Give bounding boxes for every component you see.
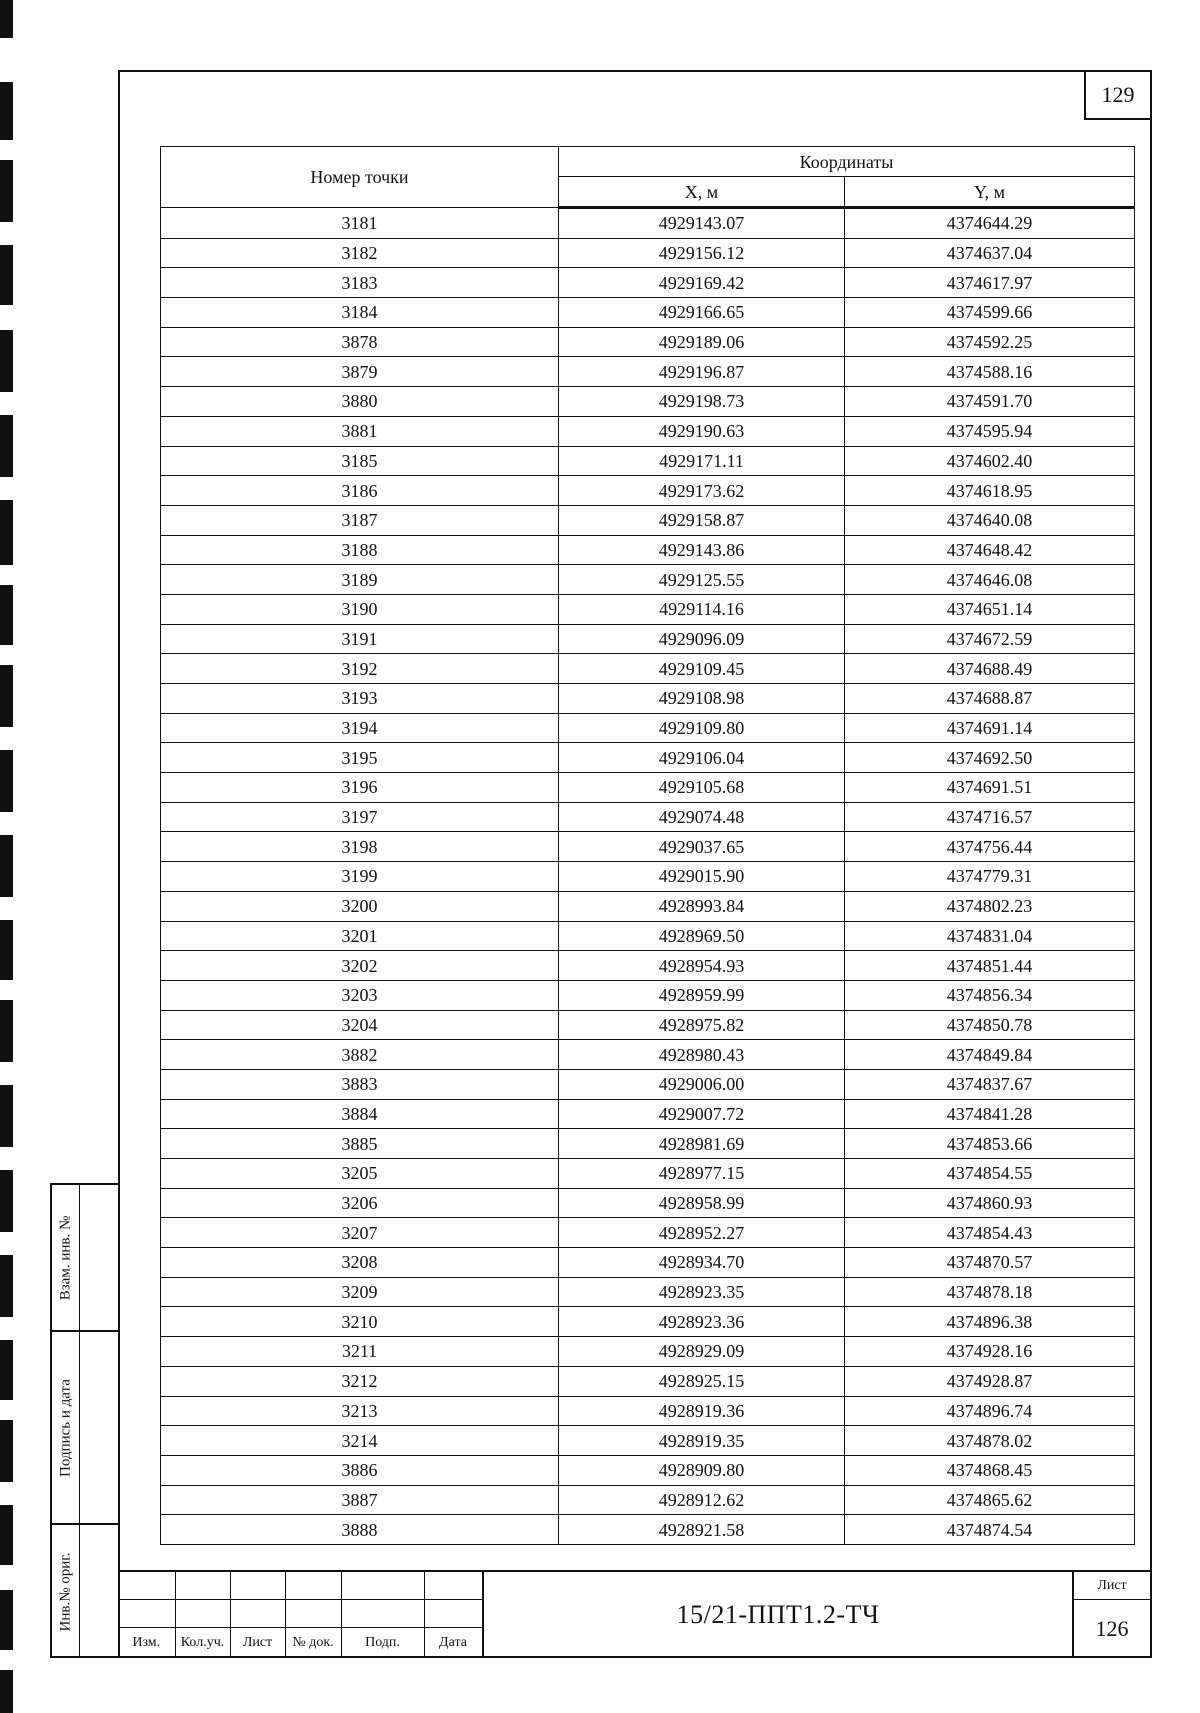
x-coordinate-cell: 4928925.15 — [559, 1366, 845, 1396]
point-number-cell: 3197 — [161, 802, 559, 832]
table-row — [161, 238, 1135, 268]
table-row — [161, 980, 1135, 1010]
point-number-cell: 3883 — [161, 1069, 559, 1099]
table-row — [161, 891, 1135, 921]
x-coordinate-cell: 4929166.65 — [559, 298, 845, 328]
table-row — [161, 1129, 1135, 1159]
table-row — [161, 654, 1135, 684]
y-coordinate-cell: 4374602.40 — [845, 446, 1135, 476]
y-coordinate-cell: 4374640.08 — [845, 505, 1135, 535]
x-coordinate-cell: 4928959.99 — [559, 980, 845, 1010]
table-row — [161, 446, 1135, 476]
binder-mark — [0, 1255, 13, 1317]
point-number-cell: 3211 — [161, 1337, 559, 1367]
y-coordinate-cell: 4374644.29 — [845, 208, 1135, 239]
y-coordinate-cell: 4374651.14 — [845, 594, 1135, 624]
point-number-cell: 3881 — [161, 416, 559, 446]
y-coordinate-cell: 4374851.44 — [845, 951, 1135, 981]
y-coordinate-cell: 4374691.51 — [845, 773, 1135, 803]
y-coordinate-cell: 4374854.55 — [845, 1159, 1135, 1189]
table-row — [161, 684, 1135, 714]
y-coordinate-cell: 4374688.49 — [845, 654, 1135, 684]
binder-mark — [0, 1670, 13, 1713]
y-coordinate-cell: 4374868.45 — [845, 1455, 1135, 1485]
stamp-cell-replacement-inv — [52, 1185, 118, 1332]
y-coordinate-cell: 4374878.18 — [845, 1277, 1135, 1307]
point-number-cell: 3206 — [161, 1188, 559, 1218]
table-row — [161, 208, 1135, 239]
table-row — [161, 802, 1135, 832]
binder-mark — [0, 415, 13, 477]
sheet-label: Лист — [1074, 1572, 1150, 1600]
table-row — [161, 387, 1135, 417]
x-coordinate-cell: 4928929.09 — [559, 1337, 845, 1367]
table-row — [161, 357, 1135, 387]
point-number-cell: 3192 — [161, 654, 559, 684]
point-number-cell: 3209 — [161, 1277, 559, 1307]
binder-mark — [0, 1170, 13, 1232]
y-coordinate-cell: 4374692.50 — [845, 743, 1135, 773]
x-coordinate-cell: 4928909.80 — [559, 1455, 845, 1485]
table-row — [161, 624, 1135, 654]
x-coordinate-cell: 4929169.42 — [559, 268, 845, 298]
x-coordinate-cell: 4928923.35 — [559, 1277, 845, 1307]
table-row — [161, 1396, 1135, 1426]
x-coordinate-cell: 4929108.98 — [559, 684, 845, 714]
x-coordinate-cell: 4929105.68 — [559, 773, 845, 803]
point-number-cell: 3207 — [161, 1218, 559, 1248]
point-number-cell: 3203 — [161, 980, 559, 1010]
table-row — [161, 565, 1135, 595]
y-coordinate-cell: 4374896.74 — [845, 1396, 1135, 1426]
y-coordinate-cell: 4374928.87 — [845, 1366, 1135, 1396]
y-coordinate-cell: 4374870.57 — [845, 1248, 1135, 1278]
x-coordinate-cell: 4929173.62 — [559, 476, 845, 506]
header-x: X, м — [559, 177, 845, 208]
point-number-cell: 3182 — [161, 238, 559, 268]
point-number-cell: 3887 — [161, 1485, 559, 1515]
sheet-box — [1072, 1572, 1150, 1658]
x-coordinate-cell: 4928921.58 — [559, 1515, 845, 1545]
point-number-cell: 3200 — [161, 891, 559, 921]
x-coordinate-cell: 4929109.80 — [559, 713, 845, 743]
point-number-cell: 3195 — [161, 743, 559, 773]
x-coordinate-cell: 4929015.90 — [559, 862, 845, 892]
document-code: 15/21-ППТ1.2-ТЧ — [676, 1600, 880, 1629]
table-row — [161, 862, 1135, 892]
point-number-cell: 3181 — [161, 208, 559, 239]
revision-grid — [118, 1572, 483, 1658]
binder-mark — [0, 82, 13, 140]
table-row — [161, 743, 1135, 773]
x-coordinate-cell: 4929171.11 — [559, 446, 845, 476]
x-coordinate-cell: 4929196.87 — [559, 357, 845, 387]
binder-mark — [0, 1000, 13, 1062]
y-coordinate-cell: 4374599.66 — [845, 298, 1135, 328]
coordinates-table — [160, 146, 1135, 1545]
stamp-cell-original-inv — [52, 1525, 118, 1658]
y-coordinate-cell: 4374591.70 — [845, 387, 1135, 417]
point-number-cell: 3208 — [161, 1248, 559, 1278]
x-coordinate-cell: 4929198.73 — [559, 387, 845, 417]
table-row — [161, 505, 1135, 535]
table-row — [161, 268, 1135, 298]
point-number-cell: 3189 — [161, 565, 559, 595]
point-number-cell: 3196 — [161, 773, 559, 803]
point-number-cell: 3186 — [161, 476, 559, 506]
y-coordinate-cell: 4374860.93 — [845, 1188, 1135, 1218]
table-row — [161, 951, 1135, 981]
table-row — [161, 1485, 1135, 1515]
point-number-cell: 3183 — [161, 268, 559, 298]
binder-mark — [0, 1505, 13, 1565]
point-number-cell: 3214 — [161, 1426, 559, 1456]
point-number-cell: 3204 — [161, 1010, 559, 1040]
y-coordinate-cell: 4374874.54 — [845, 1515, 1135, 1545]
y-coordinate-cell: 4374928.16 — [845, 1337, 1135, 1367]
point-number-cell: 3184 — [161, 298, 559, 328]
point-number-cell: 3886 — [161, 1455, 559, 1485]
binder-mark — [0, 920, 13, 980]
y-coordinate-cell: 4374837.67 — [845, 1069, 1135, 1099]
side-approval-stamp — [50, 1183, 118, 1658]
y-coordinate-cell: 4374850.78 — [845, 1010, 1135, 1040]
binder-mark — [0, 245, 13, 305]
x-coordinate-cell: 4928934.70 — [559, 1248, 845, 1278]
x-coordinate-cell: 4929037.65 — [559, 832, 845, 862]
x-coordinate-cell: 4928919.36 — [559, 1396, 845, 1426]
x-coordinate-cell: 4929006.00 — [559, 1069, 845, 1099]
stamp-label-original-inv: Инв.№ ориг. — [57, 1552, 73, 1631]
header-y: Y, м — [845, 177, 1135, 208]
binder-mark — [0, 665, 13, 727]
x-coordinate-cell: 4929125.55 — [559, 565, 845, 595]
x-coordinate-cell: 4929007.72 — [559, 1099, 845, 1129]
point-number-cell: 3190 — [161, 594, 559, 624]
col-label-kol-uch: Кол.уч. — [175, 1628, 230, 1659]
table-row — [161, 1040, 1135, 1070]
y-coordinate-cell: 4374853.66 — [845, 1129, 1135, 1159]
binder-mark — [0, 1085, 13, 1147]
x-coordinate-cell: 4929109.45 — [559, 654, 845, 684]
x-coordinate-cell: 4928977.15 — [559, 1159, 845, 1189]
coordinates-table-body — [161, 208, 1135, 1545]
stamp-cell-signature-date — [52, 1332, 118, 1525]
x-coordinate-cell: 4928969.50 — [559, 921, 845, 951]
table-row — [161, 1337, 1135, 1367]
title-block — [118, 1570, 1152, 1658]
point-number-cell: 3880 — [161, 387, 559, 417]
point-number-cell: 3879 — [161, 357, 559, 387]
col-label-list: Лист — [230, 1628, 285, 1659]
x-coordinate-cell: 4928954.93 — [559, 951, 845, 981]
point-number-cell: 3213 — [161, 1396, 559, 1426]
y-coordinate-cell: 4374756.44 — [845, 832, 1135, 862]
binder-mark — [0, 500, 13, 565]
y-coordinate-cell: 4374592.25 — [845, 327, 1135, 357]
table-row — [161, 1010, 1135, 1040]
table-row — [161, 1515, 1135, 1545]
point-number-cell: 3884 — [161, 1099, 559, 1129]
point-number-cell: 3199 — [161, 862, 559, 892]
x-coordinate-cell: 4929143.86 — [559, 535, 845, 565]
y-coordinate-cell: 4374854.43 — [845, 1218, 1135, 1248]
table-row — [161, 1188, 1135, 1218]
point-number-cell: 3888 — [161, 1515, 559, 1545]
binder-mark — [0, 0, 13, 38]
y-coordinate-cell: 4374716.57 — [845, 802, 1135, 832]
binder-mark — [0, 1420, 13, 1482]
sheet-number: 126 — [1095, 1616, 1129, 1641]
point-number-cell: 3191 — [161, 624, 559, 654]
x-coordinate-cell: 4928912.62 — [559, 1485, 845, 1515]
col-label-data: Дата — [424, 1628, 482, 1659]
col-label-n-dok: № док. — [285, 1628, 341, 1659]
binder-mark — [0, 1590, 13, 1650]
point-number-cell: 3205 — [161, 1159, 559, 1189]
binder-mark — [0, 1340, 13, 1400]
y-coordinate-cell: 4374779.31 — [845, 862, 1135, 892]
x-coordinate-cell: 4928952.27 — [559, 1218, 845, 1248]
point-number-cell: 3193 — [161, 684, 559, 714]
point-number-cell: 3885 — [161, 1129, 559, 1159]
col-label-podp: Подп. — [341, 1628, 424, 1659]
y-coordinate-cell: 4374637.04 — [845, 238, 1135, 268]
x-coordinate-cell: 4928981.69 — [559, 1129, 845, 1159]
y-coordinate-cell: 4374595.94 — [845, 416, 1135, 446]
table-row — [161, 832, 1135, 862]
binder-mark — [0, 160, 13, 222]
x-coordinate-cell: 4929143.07 — [559, 208, 845, 239]
y-coordinate-cell: 4374691.14 — [845, 713, 1135, 743]
table-row — [161, 1159, 1135, 1189]
y-coordinate-cell: 4374865.62 — [845, 1485, 1135, 1515]
y-coordinate-cell: 4374672.59 — [845, 624, 1135, 654]
table-row — [161, 1099, 1135, 1129]
y-coordinate-cell: 4374617.97 — [845, 268, 1135, 298]
y-coordinate-cell: 4374849.84 — [845, 1040, 1135, 1070]
col-label-izm: Изм. — [118, 1628, 175, 1659]
header-point-number: Номер точки — [161, 147, 559, 208]
y-coordinate-cell: 4374618.95 — [845, 476, 1135, 506]
y-coordinate-cell: 4374802.23 — [845, 891, 1135, 921]
table-row — [161, 298, 1135, 328]
y-coordinate-cell: 4374896.38 — [845, 1307, 1135, 1337]
x-coordinate-cell: 4928919.35 — [559, 1426, 845, 1456]
x-coordinate-cell: 4929096.09 — [559, 624, 845, 654]
y-coordinate-cell: 4374688.87 — [845, 684, 1135, 714]
point-number-cell: 3188 — [161, 535, 559, 565]
table-row — [161, 773, 1135, 803]
point-number-cell: 3878 — [161, 327, 559, 357]
binder-mark — [0, 750, 13, 812]
y-coordinate-cell: 4374841.28 — [845, 1099, 1135, 1129]
x-coordinate-cell: 4929114.16 — [559, 594, 845, 624]
y-coordinate-cell: 4374831.04 — [845, 921, 1135, 951]
x-coordinate-cell: 4929106.04 — [559, 743, 845, 773]
table-row — [161, 713, 1135, 743]
x-coordinate-cell: 4929189.06 — [559, 327, 845, 357]
stamp-label-replacement-inv: Взам. инв. № — [57, 1215, 73, 1300]
y-coordinate-cell: 4374878.02 — [845, 1426, 1135, 1456]
y-coordinate-cell: 4374856.34 — [845, 980, 1135, 1010]
point-number-cell: 3210 — [161, 1307, 559, 1337]
x-coordinate-cell: 4928958.99 — [559, 1188, 845, 1218]
header-coordinates: Координаты — [559, 147, 1135, 177]
y-coordinate-cell: 4374648.42 — [845, 535, 1135, 565]
table-row — [161, 594, 1135, 624]
table-row — [161, 327, 1135, 357]
x-coordinate-cell: 4928993.84 — [559, 891, 845, 921]
x-coordinate-cell: 4929074.48 — [559, 802, 845, 832]
x-coordinate-cell: 4928923.36 — [559, 1307, 845, 1337]
y-coordinate-cell: 4374646.08 — [845, 565, 1135, 595]
x-coordinate-cell: 4929190.63 — [559, 416, 845, 446]
table-row — [161, 535, 1135, 565]
y-coordinate-cell: 4374588.16 — [845, 357, 1135, 387]
binder-mark — [0, 585, 13, 645]
table-row — [161, 1248, 1135, 1278]
top-page-number: 129 — [1084, 70, 1152, 120]
x-coordinate-cell: 4928980.43 — [559, 1040, 845, 1070]
table-row — [161, 1455, 1135, 1485]
table-row — [161, 1366, 1135, 1396]
point-number-cell: 3202 — [161, 951, 559, 981]
point-number-cell: 3212 — [161, 1366, 559, 1396]
point-number-cell: 3185 — [161, 446, 559, 476]
x-coordinate-cell: 4929158.87 — [559, 505, 845, 535]
table-row — [161, 476, 1135, 506]
table-row — [161, 921, 1135, 951]
table-row — [161, 1426, 1135, 1456]
table-row — [161, 1218, 1135, 1248]
x-coordinate-cell: 4929156.12 — [559, 238, 845, 268]
point-number-cell: 3201 — [161, 921, 559, 951]
point-number-cell: 3198 — [161, 832, 559, 862]
table-row — [161, 416, 1135, 446]
point-number-cell: 3187 — [161, 505, 559, 535]
binder-mark — [0, 330, 13, 392]
point-number-cell: 3194 — [161, 713, 559, 743]
point-number-cell: 3882 — [161, 1040, 559, 1070]
table-row — [161, 1307, 1135, 1337]
table-row — [161, 1277, 1135, 1307]
binder-mark — [0, 835, 13, 897]
x-coordinate-cell: 4928975.82 — [559, 1010, 845, 1040]
table-row — [161, 1069, 1135, 1099]
stamp-label-signature-date: Подпись и дата — [57, 1378, 73, 1477]
